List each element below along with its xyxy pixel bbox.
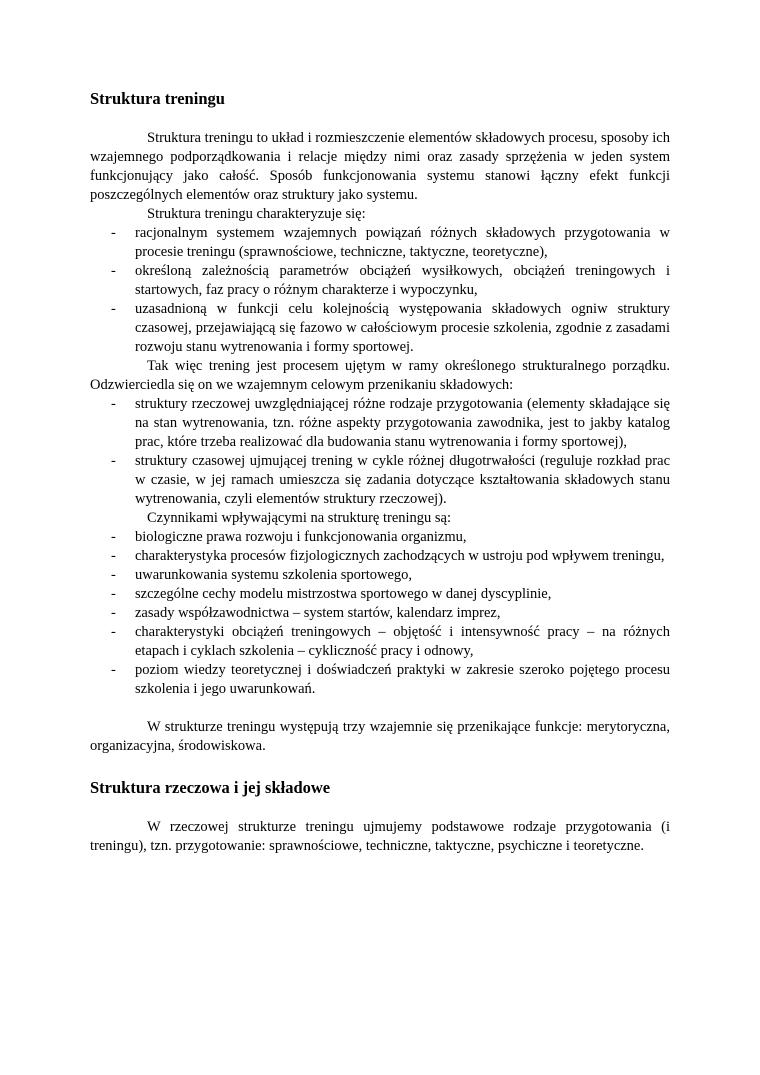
- section-title-struktura-rzeczowa: Struktura rzeczowa i jej składowe: [90, 778, 331, 797]
- list-item: - charakterystyka procesów fizjologicznych zachodzących w ustroju pod wpływem treningu,: [90, 547, 670, 566]
- list-item: - struktury czasowej ujmującej trening w cykle różnej długotrwałości (reguluje rozkład prac w czasie, w jej ramach umieszcza się zadania dotyczące kształtowania składowych stanu wytrenowania, czyli elementów struktury rzeczowej).: [90, 452, 670, 509]
- paragraph: W strukturze treningu występują trzy wzajemnie się przenikające funkcje: merytoryczna, organizacyjna, środowiskowa.: [90, 719, 670, 754]
- paragraph: Tak więc trening jest procesem ujętym w ramy określonego strukturalnego porządku. Odzwierciedla się on we wzajemnym celowym przenikaniu składowych:: [90, 358, 670, 393]
- section-title-struktura-treningu: Struktura treningu: [90, 89, 225, 108]
- list-item: - charakterystyki obciążeń treningowych – objętość i intensywność pracy – na różnych etapach i cyklach szkolenia – cykliczność pracy i odnowy,: [90, 623, 670, 661]
- paragraph: Struktura treningu to układ i rozmieszczenie elementów składowych procesu, sposoby ich wzajemnego podporządkowania i relacje między nimi oraz zasady sprzężenia w jeden system funkcjonujący jako całość. Sposób funkcjonowania systemu stanowi łączny efekt funkcji poszczególnych elementów oraz struktury jako systemu.: [90, 130, 670, 203]
- paragraph: W rzeczowej strukturze treningu ujmujemy podstawowe rodzaje przygotowania (i treningu), tzn. przygotowanie: sprawnościowe, techniczne, taktyczne, psychiczne i teoretyczne.: [90, 819, 670, 854]
- paragraph: Struktura treningu charakteryzuje się:: [147, 206, 366, 222]
- document-content: [90, 88, 670, 856]
- factors-list: [90, 528, 670, 699]
- list-item: - określoną zależnością parametrów obciążeń wysiłkowych, obciążeń treningowych i startowych, faz pracy o różnym charakterze i wypoczynku,: [90, 262, 670, 300]
- list-item: - biologiczne prawa rozwoju i funkcjonowania organizmu,: [90, 528, 670, 547]
- list-item: - poziom wiedzy teoretycznej i doświadczeń praktyki w zakresie szeroko pojętego procesu szkolenia i jego uwarunkowań.: [90, 661, 670, 699]
- components-list: [90, 395, 670, 509]
- list-item: - struktury rzeczowej uwzględniającej różne rodzaje przygotowania (elementy składające się na stan wytrenowania, tzn. różne aspekty przygotowania zawodnika, jest to jakby katalog prac, które trzeba realizować dla budowania stanu wytrenowania i formy sportowej),: [90, 395, 670, 452]
- list-item: - uwarunkowania systemu szkolenia sportowego,: [90, 566, 670, 585]
- list-item: - zasady współzawodnictwa – system startów, kalendarz imprez,: [90, 604, 670, 623]
- characteristics-list: [90, 224, 670, 357]
- paragraph: Czynnikami wpływającymi na strukturę treningu są:: [147, 510, 452, 526]
- list-item: - szczególne cechy modelu mistrzostwa sportowego w danej dyscyplinie,: [90, 585, 670, 604]
- list-item: - racjonalnym systemem wzajemnych powiązań różnych składowych przygotowania w procesie treningu (sprawnościowe, techniczne, taktyczne, teoretyczne),: [90, 224, 670, 262]
- list-item: - uzasadnioną w funkcji celu kolejnością występowania składowych ogniw struktury czasowej, przejawiającą się fazowo w całościowym procesie szkolenia, zgodnie z zasadami rozwoju stanu wytrenowania i formy sportowej.: [90, 300, 670, 357]
